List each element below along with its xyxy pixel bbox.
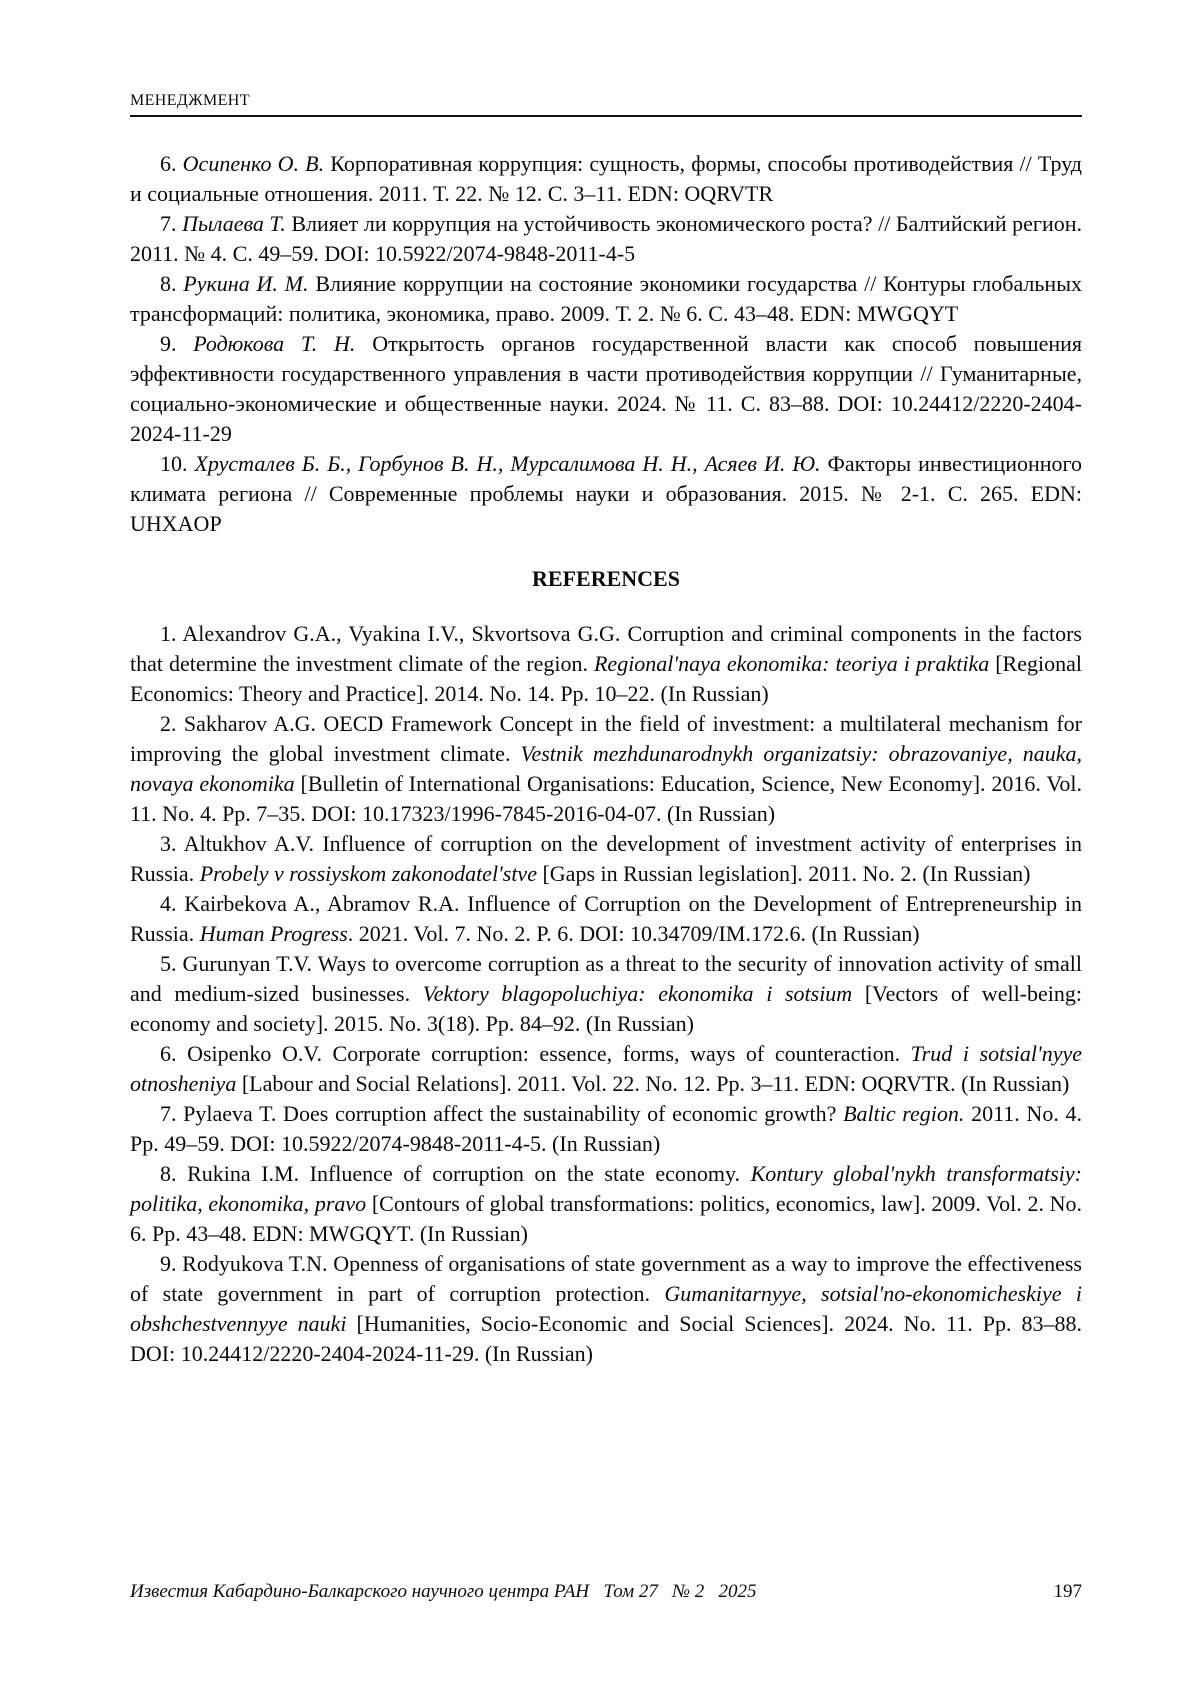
ref-text: Влияет ли коррупция на устойчивость экономического роста? // Балтийский регион. 2011. № 4. С. 49–59. DOI: 10.5922/2074-9848-2011-4-5 (130, 211, 1082, 266)
ref-text: 9. Rodyukova T.N. Openness of organisations of state government as a way to improve the effectiveness of state government in part of corruption protection. (130, 1251, 1082, 1306)
reference-item-ru-6 (130, 149, 1082, 209)
reference-item-en-6 (130, 1039, 1082, 1099)
running-head: МЕНЕДЖМЕНТ (130, 92, 1082, 117)
reference-item-en-2 (130, 709, 1082, 829)
ref-journal: Trud i sotsial'nyye otnosheniya (130, 1041, 1082, 1096)
english-references-section (130, 619, 1082, 1369)
ref-journal: Vestnik mezhdunarodnykh organizatsiy: obrazovaniye, nauka, novaya ekonomika (130, 741, 1082, 796)
ref-text: [Bulletin of International Organisations: Education, Science, New Economy]. 2016. Vol. 11. No. 4. Pp. 7–35. DOI: 10.17323/1996-7845-2016-04-07. (In Russian) (130, 771, 1082, 826)
page-content (130, 92, 1082, 1369)
ref-journal: Probely v rossiyskom zakonodatel'stve (199, 861, 537, 886)
page-number: 197 (1053, 1581, 1082, 1602)
ref-text: 7. Pylaeva T. Does corruption affect the sustainability of economic growth? (160, 1101, 844, 1126)
page-footer (130, 1580, 1082, 1604)
reference-item-ru-10 (130, 449, 1082, 539)
ref-text: [Regional Economics: Theory and Practice]. 2014. No. 14. Pp. 10–22. (In Russian) (130, 651, 1082, 706)
ref-text: 3. Altukhov A.V. Influence of corruption on the development of investment activity of enterprises in Russia. (130, 831, 1082, 886)
ref-text: 8. Rukina I.M. Influence of corruption on the state economy. (160, 1161, 751, 1186)
reference-item-ru-9 (130, 329, 1082, 449)
ref-text: [Labour and Social Relations]. 2011. Vol. 22. No. 12. Pp. 3–11. EDN: OQRVTR. (In Russian) (236, 1071, 1070, 1096)
ref-authors: Рукина И. М. (183, 271, 309, 296)
ref-text: 2011. No. 4. Pp. 49–59. DOI: 10.5922/2074-9848-2011-4-5. (In Russian) (130, 1101, 1082, 1156)
ref-text: [Gaps in Russian legislation]. 2011. No. 2. (In Russian) (536, 861, 1031, 886)
ref-text: Влияние коррупции на состояние экономики государства // Контуры глобальных трансформаций: политика, экономика, право. 2009. Т. 2. № 6. С. 43–48. EDN: MWGQYT (130, 271, 1082, 326)
ref-number: 9. (160, 331, 194, 356)
ref-journal: Baltic region. (843, 1101, 965, 1126)
reference-item-en-4 (130, 889, 1082, 949)
ref-text: Корпоративная коррупция: сущность, формы, способы противодействия // Труд и социальные отношения. 2011. Т. 22. № 12. С. 3–11. EDN: OQRVTR (130, 151, 1083, 206)
reference-item-en-1 (130, 619, 1082, 709)
ref-journal: Vektory blagopoluchiya: ekonomika i sotsium (422, 981, 853, 1006)
ref-authors: Пылаева Т. (182, 211, 286, 236)
reference-item-en-5 (130, 949, 1082, 1039)
ref-text: [Contours of global transformations: politics, economics, law]. 2009. Vol. 2. No. 6. Pp. 43–48. EDN: MWGQYT. (In Russian) (130, 1191, 1082, 1246)
ref-text: 2. Sakharov A.G. OECD Framework Concept in the field of investment: a multilateral mechanism for improving the global investment climate. (130, 711, 1082, 766)
ref-journal: Gumanitarnyye, sotsial'no-ekonomicheskiye i obshchestvennyye nauki (130, 1281, 1082, 1336)
ref-number: 8. (160, 271, 184, 296)
ref-journal: Regional'naya ekonomika: teoriya i praktika (593, 651, 990, 676)
ref-authors: Осипенко О. В. (182, 151, 325, 176)
ref-text: 5. Gurunyan T.V. Ways to overcome corruption as a threat to the security of innovation activity of small and medium-sized businesses. (130, 951, 1082, 1006)
reference-item-ru-7 (130, 209, 1082, 269)
ref-journal: Kontury global'nykh transformatsiy: politika, ekonomika, pravo (130, 1161, 1083, 1216)
reference-item-en-9 (130, 1249, 1082, 1369)
russian-references-section (130, 149, 1082, 539)
ref-text: 4. Kairbekova A., Abramov R.A. Influence of Corruption on the Development of Entrepreneurship in Russia. (130, 891, 1082, 946)
ref-number: 7. (160, 211, 183, 236)
journal-info: Известия Кабардино-Балкарского научного центра РАН Том 27 № 2 2025 (130, 1581, 757, 1602)
ref-journal: Human Progress (199, 921, 348, 946)
reference-item-ru-8 (130, 269, 1082, 329)
ref-text: [Humanities, Socio-Economic and Social Sciences]. 2024. No. 11. Pp. 83–88. DOI: 10.24412/2220-2404-2024-11-29. (In Russian) (130, 1311, 1082, 1366)
ref-text: 1. Alexandrov G.A., Vyakina I.V., Skvortsova G.G. Corruption and criminal components in the factors that determine the investment climate of the region. (130, 621, 1082, 676)
ref-text: [Vectors of well-being: economy and society]. 2015. No. 3(18). Pp. 84–92. (In Russian) (130, 981, 1082, 1036)
reference-item-en-7 (130, 1099, 1082, 1159)
reference-item-en-8 (130, 1159, 1082, 1249)
ref-text: . 2021. Vol. 7. No. 2. P. 6. DOI: 10.34709/IM.172.6. (In Russian) (347, 921, 920, 946)
references-heading: REFERENCES (532, 566, 680, 591)
ref-authors: Родюкова Т. Н. (193, 331, 356, 356)
ref-text: 6. Osipenko O.V. Corporate corruption: essence, forms, ways of counteraction. (160, 1041, 911, 1066)
ref-text: Факторы инвестиционного климата региона // Современные проблемы науки и образования. 2015. № 2-1. С. 265. EDN: UHXAOP (130, 451, 1082, 536)
ref-number: 10. (160, 451, 195, 476)
ref-text: Открытость органов государственной власти как способ повышения эффективности государственного управления в части противодействия коррупции // Гуманитарные, социально-экономические и общественные науки. 2024. № 11. С. 83–88. DOI: 10.24412/2220-2404-2024-11-29 (130, 331, 1082, 446)
reference-item-en-3 (130, 829, 1082, 889)
ref-number: 6. (160, 151, 183, 176)
ref-authors: Хрусталев Б. Б., Горбунов В. Н., Мурсалимова Н. Н., Асяев И. Ю. (194, 451, 821, 476)
